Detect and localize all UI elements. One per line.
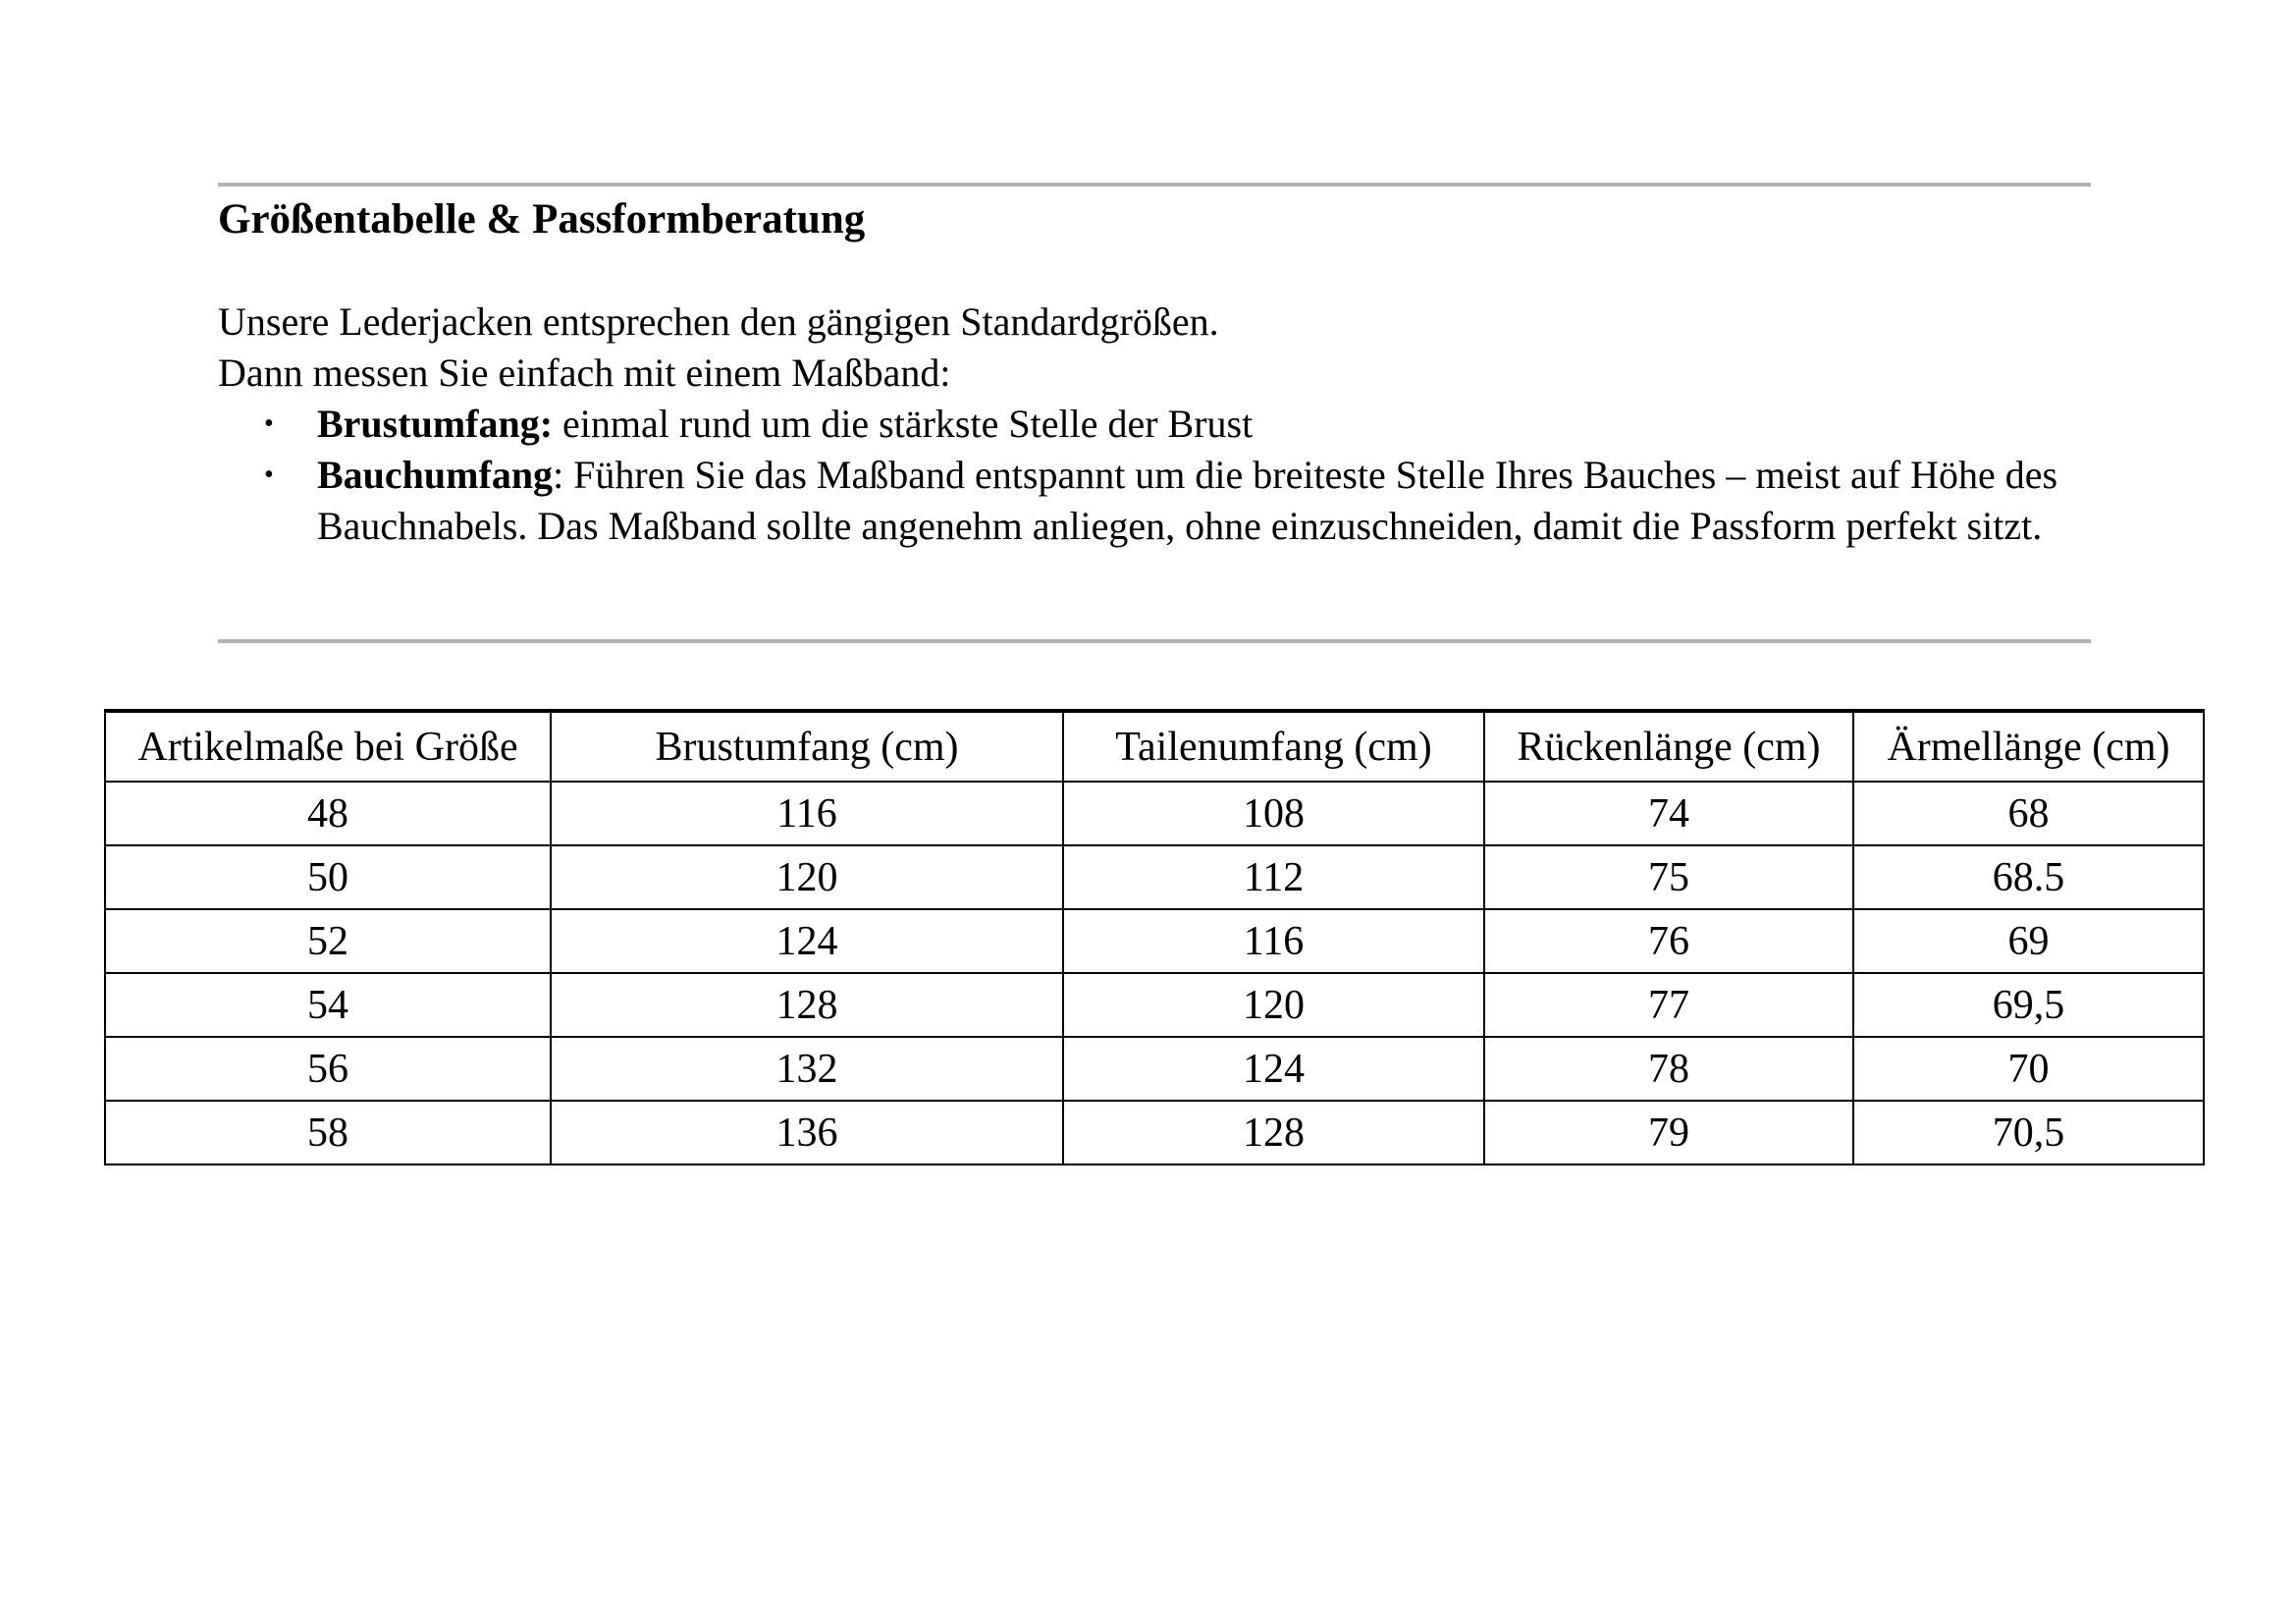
measurement-list (218, 399, 2104, 552)
intro-line-2: Dann messen Sie einfach mit einem Maßband: (218, 351, 951, 395)
table-cell: 120 (1063, 973, 1484, 1037)
size-table (104, 709, 2205, 1165)
list-item-text: : Führen Sie das Maßband entspannt um die breiteste Stelle Ihres Bauches – meist auf Höhe des Bauchnabels. Das Maßband sollte angenehm anliegen, ohne einzuschneiden, damit die Passform perfekt sitzt. (317, 453, 2058, 548)
table-cell: 75 (1484, 845, 1853, 909)
table-cell: 76 (1484, 909, 1853, 973)
table-cell: 70,5 (1853, 1101, 2204, 1164)
bullet-icon: • (264, 408, 274, 439)
list-item-term: Bauchumfang (317, 453, 554, 497)
table-cell: 120 (551, 845, 1063, 909)
table-cell: 68 (1853, 782, 2204, 845)
table-cell: 108 (1063, 782, 1484, 845)
table-row (105, 973, 2204, 1037)
column-header: Ärmellänge (cm) (1853, 711, 2204, 782)
table-row (105, 845, 2204, 909)
table-row (105, 782, 2204, 845)
table-header-row (105, 711, 2204, 782)
table-cell: 132 (551, 1037, 1063, 1101)
page-title: Größentabelle & Passformberatung (218, 196, 866, 243)
table-cell: 78 (1484, 1037, 1853, 1101)
table-cell: 56 (105, 1037, 551, 1101)
table-cell: 77 (1484, 973, 1853, 1037)
table-cell: 116 (551, 782, 1063, 845)
list-item-term: Brustumfang: (317, 402, 554, 446)
intro-section (218, 297, 2104, 552)
list-item-text: einmal rund um die stärkste Stelle der Brust (553, 402, 1254, 446)
table-cell: 116 (1063, 909, 1484, 973)
table-cell: 124 (1063, 1037, 1484, 1101)
table-cell: 74 (1484, 782, 1853, 845)
list-item-bauchumfang (218, 450, 2104, 552)
table-cell: 79 (1484, 1101, 1853, 1164)
table-cell: 69,5 (1853, 973, 2204, 1037)
table-cell: 136 (551, 1101, 1063, 1164)
list-item-brustumfang (218, 399, 2104, 450)
table-cell: 50 (105, 845, 551, 909)
table-cell: 58 (105, 1101, 551, 1164)
table-cell: 48 (105, 782, 551, 845)
intro-line-1: Unsere Lederjacken entsprechen den gängigen Standardgrößen. (218, 299, 1219, 344)
table-cell: 124 (551, 909, 1063, 973)
table-row (105, 1037, 2204, 1101)
table-cell: 68.5 (1853, 845, 2204, 909)
table-cell: 112 (1063, 845, 1484, 909)
table-cell: 128 (1063, 1101, 1484, 1164)
table-cell: 70 (1853, 1037, 2204, 1101)
bottom-divider (218, 639, 2091, 643)
table-cell: 52 (105, 909, 551, 973)
column-header: Rückenlänge (cm) (1484, 711, 1853, 782)
table-row (105, 909, 2204, 973)
table-cell: 69 (1853, 909, 2204, 973)
table-cell: 54 (105, 973, 551, 1037)
top-divider (218, 183, 2091, 187)
column-header: Tailenumfang (cm) (1063, 711, 1484, 782)
bullet-icon: • (264, 460, 274, 490)
column-header: Brustumfang (cm) (551, 711, 1063, 782)
column-header: Artikelmaße bei Größe (105, 711, 551, 782)
table-row (105, 1101, 2204, 1164)
table-cell: 128 (551, 973, 1063, 1037)
